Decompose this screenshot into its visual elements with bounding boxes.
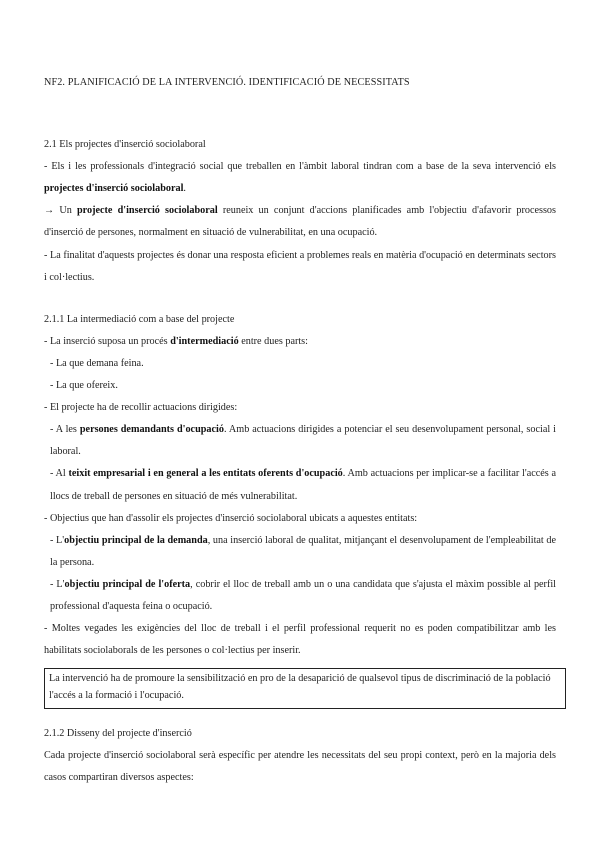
list-item: - Objectius que han d'assolir els projectes d'inserció sociolaboral ubicats a aquestes entitats:: [44, 512, 418, 524]
list-item: - La inserció suposa un procés d'intermediació entre dues parts:: [44, 335, 308, 347]
list-item: - La que demana feina.: [50, 357, 144, 369]
paragraph: - La finalitat d'aquests projectes és donar una resposta eficient a problemes reals en matèria d'ocupació en determinats sectors i col·lectius.: [44, 249, 556, 283]
highlight-box-line: l'accés a la formació i l'ocupació.: [49, 689, 184, 701]
paragraph: Cada projecte d'inserció sociolaboral serà específic per atendre les necessitats del seu propi context, però en la majoria dels casos compartiran diversos aspectes:: [44, 750, 556, 784]
list-item: - L'objectiu principal de la demanda, una inserció laboral de qualitat, mitjançant el desenvolupament de l'empleabilitat de la persona.: [50, 534, 557, 568]
paragraph: → Un projecte d'inserció sociolaboral reuneix un conjunt d'accions planificades amb l'objectiu d'afavorir processos d'inserció de persones, normalment en situació de vulnerabilitat, en una ocupació.: [44, 205, 556, 239]
list-item: - A les persones demandants d'ocupació. Amb actuacions dirigides a potenciar el seu desenvolupament personal, social i laboral.: [50, 424, 556, 458]
section-heading-2-1-2: 2.1.2 Disseny del projecte d'inserció: [44, 728, 192, 740]
section-heading-2-1-1: 2.1.1 La intermediació com a base del projecte: [44, 313, 235, 325]
list-item: - Moltes vegades les exigències del lloc de treball i el perfil professional requerit no es poden compatibilitzar amb les habilitats sociolaborals de les persones o col·lectius per inserir.: [44, 623, 556, 657]
document-page: [44, 72, 556, 790]
highlight-box: [44, 668, 566, 709]
highlight-box-line: La intervenció ha de promoure la sensibilització en pro de la desaparició de qualsevol tipus de discriminació de la població: [49, 673, 551, 685]
list-item: - El projecte ha de recollir actuacions dirigides:: [44, 402, 238, 414]
page-title: NF2. PLANIFICACIÓ DE LA INTERVENCIÓ. IDENTIFICACIÓ DE NECESSITATS: [44, 77, 410, 88]
list-item: - Al teixit empresarial i en general a les entitats oferents d'ocupació. Amb actuacions per implicar-se a facilitar l'accés a llocs de treball de persones en situació de més vulnerabilitat.: [50, 468, 556, 502]
list-item: - L'objectiu principal de l'oferta, cobrir el lloc de treball amb un o una candidata que s'ajusta el màxim possible al perfil professional d'aquesta feina o ocupació.: [50, 578, 557, 612]
list-item: - La que ofereix.: [50, 380, 118, 392]
paragraph: - Els i les professionals d'integració social que treballen en l'àmbit laboral tindran com a base de la seva intervenció els projectes d'inserció sociolaboral.: [44, 161, 556, 195]
section-heading-2-1: 2.1 Els projectes d'inserció sociolaboral: [44, 139, 206, 151]
